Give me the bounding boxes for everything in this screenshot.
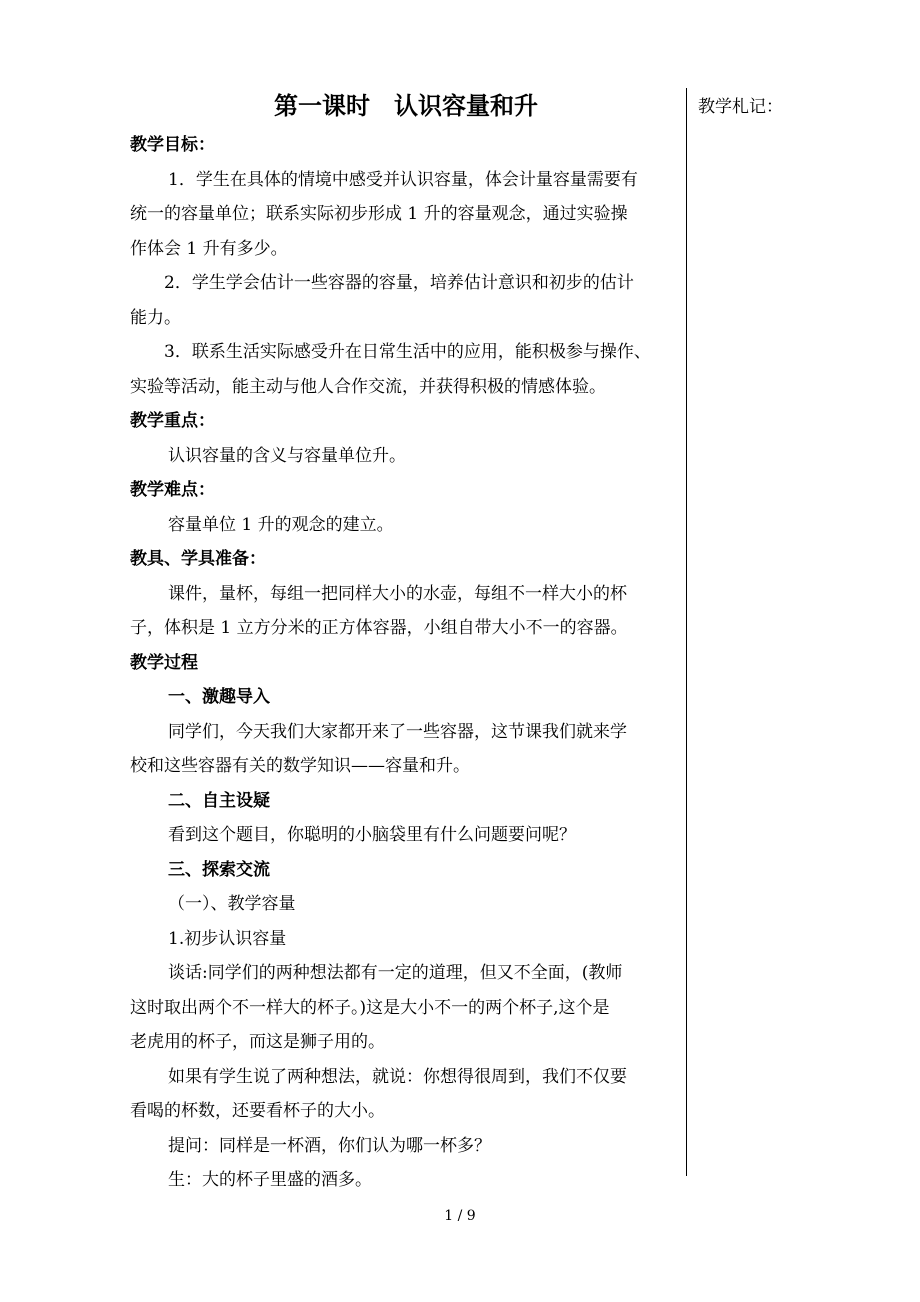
text-line: 看喝的杯数，还要看杯子的大小。 [130,1101,385,1121]
text-line: 生：大的杯子里盛的酒多。 [168,1170,372,1190]
text-line: 1.初步认识容量 [168,928,287,949]
text-line: 谈话:同学们的两种想法都有一定的道理，但又不全面，(教师 [168,963,623,983]
text-line: 同学们，今天我们大家都开来了一些容器，这节课我们就来学 [168,721,627,742]
text-line: 统一的容量单位；联系实际初步形成 1 升的容量观念，通过实验操 [130,204,628,224]
text-line: 能力。 [130,307,181,328]
text-line: 作体会 1 升有多少。 [130,238,288,259]
section-heading: 教学目标： [130,135,215,155]
text-line: 老虎用的杯子，而这是狮子用的。 [130,1032,385,1052]
section-heading: 教学重点： [130,411,215,431]
text-line: 子，体积是 1 立方分米的正方体容器，小组自带大小不一的容器。 [130,618,628,638]
lesson-body [130,128,682,1198]
column-divider [686,88,687,1176]
section-heading: 教具、学具准备： [130,549,266,569]
text-line: 3．联系生活实际感受升在日常生活中的应用，能积极参与操作、 [164,342,651,362]
text-line: 看到这个题目，你聪明的小脑袋里有什么问题要问呢？ [168,825,576,845]
text-line: 校和这些容器有关的数学知识——容量和升。 [130,756,470,776]
section-heading: 二、自主设疑 [168,790,270,811]
text-line: 1．学生在具体的情境中感受并认识容量，体会计量容量需要有 [168,169,638,190]
text-line: 这时取出两个不一样大的杯子。)这是大小不一的两个杯子,这个是 [130,997,610,1018]
main-column [130,88,682,1198]
text-line: 如果有学生说了两种想法，就说：你想得很周到，我们不仅要 [168,1066,627,1087]
text-line: 2．学生学会估计一些容器的容量，培养估计意识和初步的估计 [164,273,634,293]
section-heading: 三、探索交流 [168,859,270,880]
section-heading: 一、激趣导入 [168,687,270,707]
text-line: 实验等活动，能主动与他人合作交流，并获得积极的情感体验。 [130,376,606,397]
text-line: （一）、教学容量 [168,894,296,914]
page-number: 1 / 9 [444,1208,476,1224]
section-heading: 教学过程 [130,652,198,673]
section-heading: 教学难点： [130,480,215,500]
text-line: 课件，量杯，每组一把同样大小的水壶，每组不一样大小的杯 [168,583,627,604]
text-line: 认识容量的含义与容量单位升。 [168,445,406,466]
page-title: 第一课时 认识容量和升 [274,92,538,120]
text-line: 容量单位 1 升的观念的建立。 [168,514,394,535]
notes-label: 教学札记： [698,97,783,117]
text-line: 提问：同样是一杯酒，你们认为哪一杯多？ [168,1135,491,1156]
